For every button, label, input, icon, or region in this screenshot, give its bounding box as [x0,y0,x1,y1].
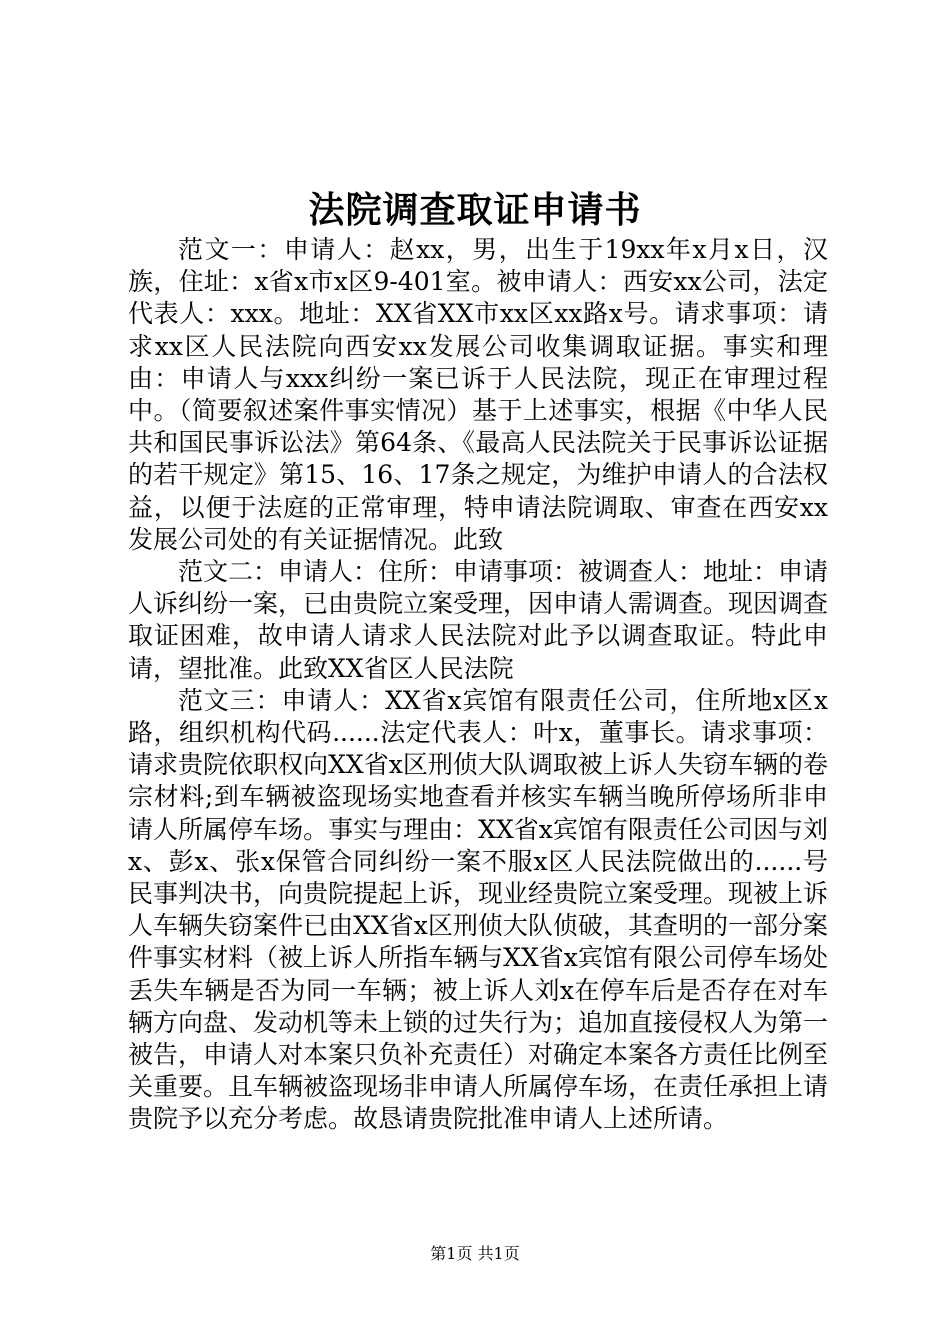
paragraph-sample-two: 范文二：申请人：住所：申请事项：被调查人：地址：申请人诉纠纷一案，已由贵院立案受理，因申请人需调查。现因调查取证困难，故申请人请求人民法院对此予以调查取证。特此申请，望批准。此致XX省区人民法院 [128,557,829,683]
paragraph-sample-one: 范文一：申请人：赵xx，男，出生于19xx年x月x日，汉族，住址：x省x市x区9-401室。被申请人：西安xx公司，法定代表人：xxx。地址：XX省XX市xx区xx路x号。请求事项：请求xx区人民法院向西安xx发展公司收集调取证据。事实和理由：申请人与xxx纠纷一案已诉于人民法院，现正在审理过程中。（简要叙述案件事实情况）基于上述事实，根据《中华人民共和国民事诉讼法》第64条、《最高人民法院关于民事诉讼证据的若干规定》第15、16、17条之规定，为维护申请人的合法权益，以便于法庭的正常审理，特申请法院调取、审查在西安xx发展公司处的有关证据情况。此致 [128,235,828,554]
document-title: 法院调查取证申请书 [308,189,642,231]
page-number-footer: 第1页 共1页 [430,1244,520,1263]
paragraph-sample-three: 范文三：申请人：XX省x宾馆有限责任公司，住所地x区x路，组织机构代码......法定代表人：叶x，董事长。请求事项：请求贵院依职权向XX省x区刑侦大队调取被上诉人失窃车辆的卷宗材料;到车辆被盗现场实地查看并核实车辆当晚所停场所非申请人所属停车场。事实与理由：XX省x宾馆有限责任公司因与刘x、彭x、张x保管合同纠纷一案不服x区人民法院做出的......号民事判决书，向贵院提起上诉，现业经贵院立案受理。现被上诉人车辆失窃案件已由XX省x区刑侦大队侦破，其查明的一部分案件事实材料（被上诉人所指车辆与XX省x宾馆有限公司停车场处丢失车辆是否为同一车辆；被上诉人刘x在停车后是否存在对车辆方向盘、发动机等未上锁的过失行为；追加直接侵权人为第一被告，申请人对本案只负补充责任）对确定本案各方责任比例至关重要。且车辆被盗现场非申请人所属停车场，在责任承担上请贵院予以充分考虑。故恳请贵院批准申请人上述所请。 [128,685,829,1134]
document-body [128,234,828,1136]
